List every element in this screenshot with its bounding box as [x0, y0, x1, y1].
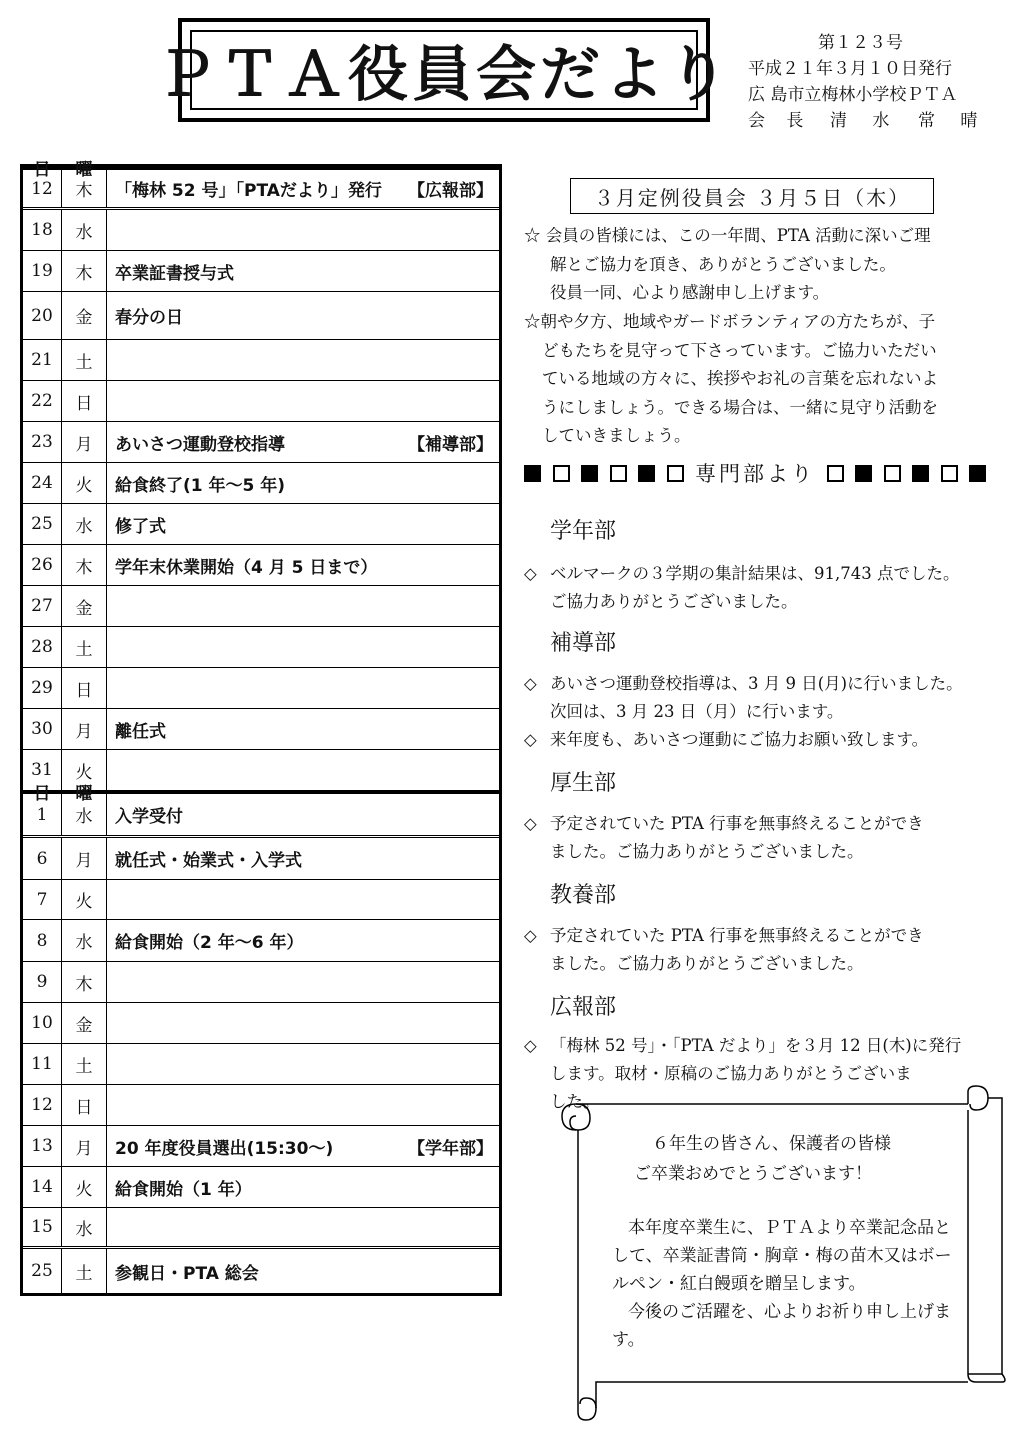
day-cell: 26: [23, 545, 62, 585]
event-text: 給食開始（1 年）: [115, 1179, 252, 1200]
event-cell: [107, 545, 499, 585]
watch-line-3: ている地域の方々に、挨拶やお礼の言葉を忘れないよ: [542, 369, 938, 388]
schedule-row: [23, 422, 499, 463]
issue-meta: [748, 30, 988, 134]
weekday-cell: 木: [62, 251, 107, 291]
event-text: 給食開始（2 年～6 年）: [115, 933, 304, 953]
schedule-row: [23, 709, 499, 750]
newsletter-title: ＰＴＡ役員会だより: [156, 40, 732, 110]
day-cell: 14: [23, 1167, 62, 1207]
event-cell: [107, 920, 499, 961]
event-cell: [107, 709, 499, 749]
watch-paragraph: [524, 308, 986, 451]
thanks-line-1: ☆ 会員の皆様には、この一年間、PTA 活動に深いご理: [524, 226, 931, 245]
department-tag: 【補導部】: [408, 434, 493, 455]
day-cell: 8: [23, 920, 62, 961]
diamond-icon: ◇: [524, 926, 537, 945]
event-cell: [107, 210, 499, 250]
day-cell: 12: [23, 1085, 62, 1125]
weekday-cell: 日: [62, 1085, 107, 1125]
schedule-row: [23, 340, 499, 381]
newsletter-title-box: [156, 18, 732, 122]
schedule-row: [23, 1167, 499, 1208]
schedule-row: [23, 170, 499, 210]
event-cell: [107, 1167, 499, 1207]
section-kousei-title: 厚生部: [550, 771, 617, 796]
day-cell: 22: [23, 381, 62, 421]
watch-line-4: うにしましょう。できる場合は、一緒に見守り活動を: [542, 397, 938, 417]
schedule-row: [23, 545, 499, 586]
event-text: 離任式: [115, 721, 166, 742]
day-cell: 25: [23, 1249, 62, 1293]
schedule-row: [23, 381, 499, 422]
day-cell: 30: [23, 709, 62, 749]
day-cell: 24: [23, 463, 62, 503]
weekday-cell: 月: [62, 422, 107, 462]
weekday-cell: 金: [62, 586, 107, 626]
watch-line-2: どもたちを見守って下さっています。ご協力いただい: [542, 340, 937, 360]
diamond-icon: ◇: [524, 814, 537, 833]
weekday-cell: 木: [62, 170, 107, 207]
event-cell: [107, 750, 499, 790]
section-hodou-item-1: ◇ あいさつ運動登校指導は、3 月 9 日(月)に行いました。 次回は、3 月 23 日（月）に行います。: [524, 670, 988, 726]
schedule-row: [23, 920, 499, 962]
day-cell: 6: [23, 838, 62, 879]
event-cell: [107, 627, 499, 667]
day-cell: 9: [23, 962, 62, 1002]
day-cell: 21: [23, 340, 62, 380]
event-cell: [107, 1044, 499, 1084]
event-cell: [107, 880, 499, 919]
section-hodou-item-2: ◇ 来年度も、あいさつ運動にご協力お願い致します。: [524, 726, 988, 754]
event-text: 卒業証書授与式: [115, 263, 234, 284]
diamond-icon: ◇: [524, 730, 537, 749]
event-cell: [107, 1126, 499, 1166]
schedule-row: [23, 880, 499, 920]
event-cell: [107, 170, 499, 207]
weekday-cell: 日: [62, 381, 107, 421]
thanks-line-2: 解とご協力を頂き、ありがとうございました。: [550, 254, 896, 274]
schedule-row: [23, 794, 499, 838]
schedule-row: [23, 463, 499, 504]
school-name: 広 島市立梅林小学校ＰＴＡ: [748, 85, 958, 105]
schedule-row: [23, 292, 499, 340]
weekday-cell: 火: [62, 880, 107, 919]
weekday-cell: 水: [62, 920, 107, 961]
president-role: 会 長: [748, 111, 812, 131]
weekday-cell: 月: [62, 1126, 107, 1166]
president: [748, 108, 988, 134]
section-kouhou-item: ◇ 「梅林 52 号」・「PTA だより」を３月 12 日(木)に発行 します。取材・原稿のご協力ありがとうございま した。: [524, 1032, 988, 1116]
schedule-row: [23, 251, 499, 292]
weekday-cell: 水: [62, 1208, 107, 1246]
day-cell: 15: [23, 1208, 62, 1246]
event-cell: [107, 504, 499, 544]
event-cell: [107, 292, 499, 339]
schedule-row: [23, 1126, 499, 1167]
day-cell: 10: [23, 1003, 62, 1043]
day-cell: 25: [23, 504, 62, 544]
event-text: 20 年度役員選出(15:30～): [115, 1138, 334, 1159]
weekday-cell: 土: [62, 627, 107, 667]
scroll-heading-1: ６年生の皆さん、保護者の皆様: [652, 1134, 892, 1154]
day-cell: 18: [23, 210, 62, 250]
issue-date: 平成２１年３月１０日発行: [748, 59, 952, 79]
event-cell: [107, 794, 499, 835]
schedule-row: [23, 504, 499, 545]
section-kousei-item: ◇ 予定されていた PTA 行事を無事終えることができ ました。ご協力ありがとうございました。: [524, 810, 988, 866]
event-cell: [107, 1003, 499, 1043]
event-cell: [107, 1085, 499, 1125]
schedule-row: [23, 210, 499, 251]
day-cell: 13: [23, 1126, 62, 1166]
day-cell: 1: [23, 794, 62, 835]
president-given-name: 常 晴: [918, 111, 988, 131]
day-cell: 19: [23, 251, 62, 291]
schedule-row: [23, 962, 499, 1003]
day-cell: 27: [23, 586, 62, 626]
day-cell: 12: [23, 170, 62, 207]
event-text: 参観日・PTA 総会: [115, 1263, 259, 1284]
department-tag: 【学年部】: [408, 1138, 493, 1159]
event-text: 学年末休業開始（4 月 5 日まで）: [115, 557, 378, 578]
event-cell: [107, 1249, 499, 1293]
section-kyouyou-item: ◇ 予定されていた PTA 行事を無事終えることができ ました。ご協力ありがとうございました。: [524, 922, 988, 978]
weekday-cell: 水: [62, 794, 107, 835]
april-header-row: 日 曜: [23, 791, 499, 794]
event-cell: [107, 463, 499, 503]
event-text: 「梅林 52 号」「PTAだより」発行: [115, 181, 382, 201]
thanks-line-3: 役員一同、心より感謝申し上げます。: [550, 283, 830, 302]
weekday-cell: 月: [62, 709, 107, 749]
schedule-row: [23, 668, 499, 709]
march-header-row: 日 曜: [23, 167, 499, 170]
weekday-cell: 水: [62, 210, 107, 250]
event-cell: [107, 962, 499, 1002]
event-cell: [107, 668, 499, 708]
schedule-row: [23, 586, 499, 627]
president-family-name: 清 水: [830, 111, 900, 131]
section-gakunen-title: 学年部: [550, 519, 617, 544]
weekday-cell: 火: [62, 750, 107, 790]
banner-text: 専門部より: [695, 462, 815, 486]
event-text: あいさつ運動登校指導: [115, 434, 285, 455]
weekday-cell: 水: [62, 504, 107, 544]
event-cell: [107, 381, 499, 421]
event-text: 給食終了(1 年～5 年): [115, 475, 286, 496]
weekday-cell: 木: [62, 545, 107, 585]
day-cell: 23: [23, 422, 62, 462]
section-kouhou-title: 広報部: [550, 995, 617, 1020]
event-text: 春分の日: [115, 308, 183, 328]
diamond-icon: ◇: [524, 1036, 537, 1055]
event-cell: [107, 251, 499, 291]
event-cell: [107, 1208, 499, 1246]
graduation-scroll: [556, 1082, 1008, 1422]
event-text: 入学受付: [115, 807, 183, 827]
watch-line-5: していきましょう。: [542, 426, 691, 445]
thanks-paragraph: [524, 222, 986, 308]
diamond-icon: ◇: [524, 674, 537, 693]
weekday-cell: 火: [62, 1167, 107, 1207]
weekday-cell: 火: [62, 463, 107, 503]
weekday-cell: 日: [62, 668, 107, 708]
schedule-row: [23, 838, 499, 880]
event-cell: [107, 838, 499, 879]
event-cell: [107, 586, 499, 626]
section-gakunen-item: ◇ ベルマークの３学期の集計結果は、91,743 点でした。 ご協力ありがとうございました。: [524, 560, 988, 616]
schedule-row: [23, 1085, 499, 1126]
event-cell: [107, 422, 499, 462]
weekday-cell: 金: [62, 1003, 107, 1043]
weekday-cell: 金: [62, 292, 107, 339]
issue-number: 第１２３号: [818, 33, 903, 53]
weekday-cell: 木: [62, 962, 107, 1002]
meeting-title: ３月定例役員会 ３月５日（木）: [570, 178, 934, 214]
schedule-row: [23, 1044, 499, 1085]
schedule-row: [23, 750, 499, 791]
schedule-row: [23, 627, 499, 668]
weekday-cell: 月: [62, 838, 107, 879]
day-cell: 29: [23, 668, 62, 708]
day-cell: 11: [23, 1044, 62, 1084]
department-tag: 【広報部】: [408, 181, 493, 201]
diamond-icon: ◇: [524, 564, 537, 583]
event-text: 就任式・始業式・入学式: [115, 851, 302, 871]
section-hodou-title: 補導部: [550, 631, 617, 656]
scroll-body: 本年度卒業生に、ＰＴＡより卒業記念品と して、卒業証書筒・胸章・梅の苗木又はボー ルペン・紅白饅頭を贈呈します。 今後のご活躍を、心よりお祈り申し上げま す。: [612, 1218, 952, 1350]
weekday-cell: 土: [62, 1249, 107, 1293]
event-cell: [107, 340, 499, 380]
weekday-cell: 土: [62, 1044, 107, 1084]
weekday-cell: 土: [62, 340, 107, 380]
schedule-row: [23, 1208, 499, 1249]
day-cell: 28: [23, 627, 62, 667]
day-cell: 20: [23, 292, 62, 339]
event-text: 修了式: [115, 516, 166, 537]
watch-line-1: ☆朝や夕方、地域やガードボランティアの方たちが、子: [524, 312, 936, 331]
department-banner: [524, 458, 986, 488]
schedule-row: [23, 1003, 499, 1044]
schedule-table: [20, 159, 502, 1296]
day-cell: 31: [23, 750, 62, 790]
scroll-heading-2: ご卒業おめでとうございます！: [634, 1164, 872, 1184]
day-cell: 7: [23, 880, 62, 919]
section-kyouyou-title: 教養部: [550, 883, 617, 908]
schedule-row: [23, 1249, 499, 1293]
